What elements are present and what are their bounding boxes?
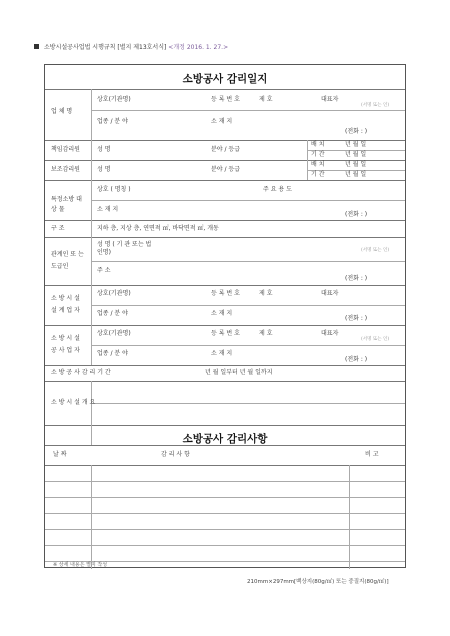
- assistant-field-label: 분야 / 등급: [211, 166, 241, 173]
- form-header-text: 소방시설공사업법 시행규칙 [별지 제13호서식]: [44, 44, 167, 51]
- table-row-line: [45, 545, 405, 546]
- target-structure-text: 지하 층, 지상 층, 연면적 ㎡, 바닥면적 ㎡, 개동: [97, 225, 219, 232]
- constructor-name-label: 상호(기관명): [97, 330, 131, 337]
- divider: [45, 180, 405, 181]
- designer-phone: (전화 : ): [345, 315, 368, 322]
- divider: [45, 365, 405, 366]
- overview-label: 소 방 시 설 개 요: [51, 399, 96, 406]
- assistant-name-label: 성 명: [97, 166, 111, 173]
- assistant-date-to: 년 월 일: [345, 171, 367, 178]
- divider: [45, 89, 405, 90]
- chief-date-to: 년 월 일: [345, 151, 367, 158]
- column-line: [349, 465, 350, 569]
- designer-regno-value: 제 호: [259, 290, 273, 297]
- designer-rep-label: 대표자: [321, 290, 339, 297]
- column-line: [307, 140, 308, 180]
- field-line: [91, 261, 405, 262]
- field-line: [91, 110, 405, 111]
- owner-name-label: 상호(기관명): [97, 96, 131, 103]
- designer-industry-label: 업종 / 분 야: [97, 310, 128, 317]
- divider: [45, 285, 405, 286]
- party-address-label: 주 소: [97, 267, 111, 274]
- divider: [45, 220, 405, 221]
- period-text: 년 월 일부터 년 월 일까지: [205, 369, 273, 376]
- assistant-supervisor-label: 보조감리원: [51, 166, 80, 173]
- revision-date: <개정 2016. 1. 27.>: [168, 44, 229, 51]
- table-row-line: [45, 529, 405, 530]
- divider: [45, 465, 405, 466]
- party-phone: (전화 : ): [345, 275, 368, 282]
- col-date-header: 날 짜: [53, 451, 67, 458]
- table-row-line: [45, 513, 405, 514]
- target-phone: (전화 : ): [345, 211, 368, 218]
- table-row-line: [45, 497, 405, 498]
- constructor-phone: (전화 : ): [345, 356, 368, 363]
- constructor-regno-value: 제 호: [259, 330, 273, 337]
- col-note-header: 비 고: [365, 451, 379, 458]
- owner-label: 업 체 명: [51, 108, 73, 115]
- designer-regno-label: 등 록 번 호: [211, 290, 240, 297]
- constructor-regno-label: 등 록 번 호: [211, 330, 240, 337]
- period-label: 소 방 공 사 감 리 기 간: [51, 369, 111, 376]
- owner-sign-hint: (서명 또는 인): [361, 103, 390, 108]
- divider: [45, 325, 405, 326]
- constructor-address-label: 소 재 지: [211, 350, 233, 357]
- form-title: 소방공사 감리일지: [182, 73, 268, 85]
- constructor-industry-label: 업종 / 분 야: [97, 350, 128, 357]
- field-line: [91, 200, 405, 201]
- chief-placement-label: 배 치: [311, 141, 325, 148]
- col-items-header: 감 리 사 항: [161, 451, 190, 458]
- target-purpose-label: 주 요 용 도: [263, 186, 292, 193]
- owner-address-label: 소 재 지: [211, 118, 233, 125]
- field-line: [91, 403, 405, 404]
- assistant-date-from: 년 월 일: [345, 161, 367, 168]
- owner-industry-label: 업종 / 분 야: [97, 118, 128, 125]
- column-line: [91, 89, 92, 365]
- party-label: 관계인 또 는 도급인: [51, 251, 84, 270]
- chief-name-label: 성 명: [97, 146, 111, 153]
- target-label: 특정소방 대 상 물: [51, 196, 82, 213]
- target-address-label: 소 재 지: [97, 206, 119, 213]
- owner-phone: (전화 : ): [345, 128, 368, 135]
- field-line: [91, 305, 405, 306]
- party-name-label: 성 명 ( 기 관 또는 법인명): [97, 241, 152, 256]
- designer-label: 소 방 시 설 설 계 업 자: [51, 295, 80, 314]
- assistant-period-label: 기 간: [311, 171, 325, 178]
- designer-address-label: 소 재 지: [211, 310, 233, 317]
- form-header: [34, 42, 228, 51]
- column-line: [91, 465, 92, 569]
- divider: [45, 237, 405, 238]
- owner-regno-label: 등 록 번 호: [211, 96, 240, 103]
- bottom-note: ※ 상세 내용은 별지 작성: [53, 562, 108, 568]
- owner-regno-value: 제 호: [259, 96, 273, 103]
- divider: [45, 381, 405, 382]
- chief-date-from: 년 월 일: [345, 141, 367, 148]
- table-row-line: [45, 481, 405, 482]
- section2-title: 소방공사 감리사항: [182, 433, 268, 445]
- owner-rep-label: 대표자: [321, 96, 339, 103]
- chief-field-label: 분야 / 등급: [211, 146, 241, 153]
- target-name-label: 상호 ( 명칭 ): [97, 186, 131, 193]
- target-structure-label: 구 조: [51, 225, 65, 232]
- field-line: [91, 345, 405, 346]
- inspection-log-form: [44, 64, 406, 568]
- constructor-label: 소 방 시 설 공 사 업 자: [51, 335, 80, 354]
- square-bullet-icon: [34, 44, 39, 49]
- divider: [45, 425, 405, 426]
- party-sign-hint: (서명 또는 인): [361, 248, 390, 253]
- chief-supervisor-label: 책임감리원: [51, 146, 80, 153]
- constructor-rep-label: 대표자: [321, 330, 339, 337]
- constructor-sign-hint: (서명 또는 인): [361, 337, 390, 342]
- chief-period-label: 기 간: [311, 151, 325, 158]
- assistant-placement-label: 배 치: [311, 161, 325, 168]
- designer-name-label: 상호(기관명): [97, 290, 131, 297]
- paper-spec-footer: 210mm×297mm[백상지(80g/㎡) 또는 중질지(80g/㎡)]: [247, 579, 389, 585]
